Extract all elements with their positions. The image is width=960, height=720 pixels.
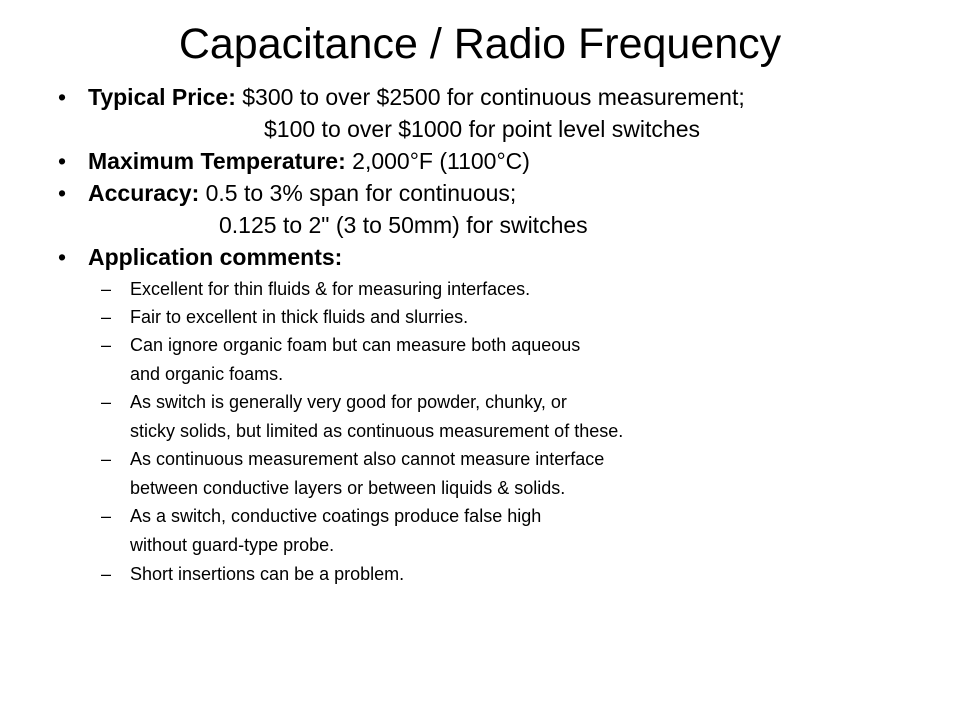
bullet-text: $300 to over $2500 for continuous measurement; [235, 84, 745, 110]
bullet-application-comments [88, 241, 342, 273]
bullet-continuation: $100 to over $1000 for point level switches [264, 116, 700, 142]
bullet-marker: • [58, 244, 67, 270]
bullet-text: 2,000°F (1100°C) [345, 148, 530, 174]
bullet-label: Typical Price: [88, 84, 236, 110]
comment-item: As continuous measurement also cannot measure interface [130, 449, 605, 469]
bullet-max-temperature [88, 145, 530, 177]
comment-item-continuation: and organic foams. [130, 364, 284, 384]
dash-marker: – [101, 506, 112, 526]
comment-item: Can ignore organic foam but can measure both aqueous [130, 335, 581, 355]
bullet-label: Accuracy: [88, 180, 200, 206]
bullet-marker: • [58, 148, 67, 174]
dash-marker: – [101, 307, 112, 327]
dash-marker: – [101, 449, 112, 469]
comment-item-continuation: sticky solids, but limited as continuous measurement of these. [130, 421, 624, 441]
bullet-text: 0.5 to 3% span for continuous; [199, 180, 517, 206]
bullet-label: Maximum Temperature: [88, 148, 346, 174]
comment-item: As switch is generally very good for powder, chunky, or [130, 392, 567, 412]
comment-item: Excellent for thin fluids & for measuring interfaces. [130, 279, 531, 299]
bullet-marker: • [58, 84, 67, 110]
dash-marker: – [101, 392, 112, 412]
comment-item-continuation: between conductive layers or between liquids & solids. [130, 478, 566, 498]
dash-marker: – [101, 279, 112, 299]
bullet-accuracy [88, 177, 516, 209]
comment-item-continuation: without guard-type probe. [130, 535, 335, 555]
dash-marker: – [101, 564, 112, 584]
comment-item: As a switch, conductive coatings produce false high [130, 506, 542, 526]
slide-title: Capacitance / Radio Frequency [178, 20, 782, 68]
bullet-label: Application comments: [88, 244, 343, 270]
dash-marker: – [101, 335, 112, 355]
bullet-continuation: 0.125 to 2" (3 to 50mm) for switches [219, 212, 588, 238]
bullet-marker: • [58, 180, 67, 206]
comment-item: Fair to excellent in thick fluids and slurries. [130, 307, 469, 327]
bullet-typical-price [88, 81, 745, 113]
comment-item: Short insertions can be a problem. [130, 564, 405, 584]
